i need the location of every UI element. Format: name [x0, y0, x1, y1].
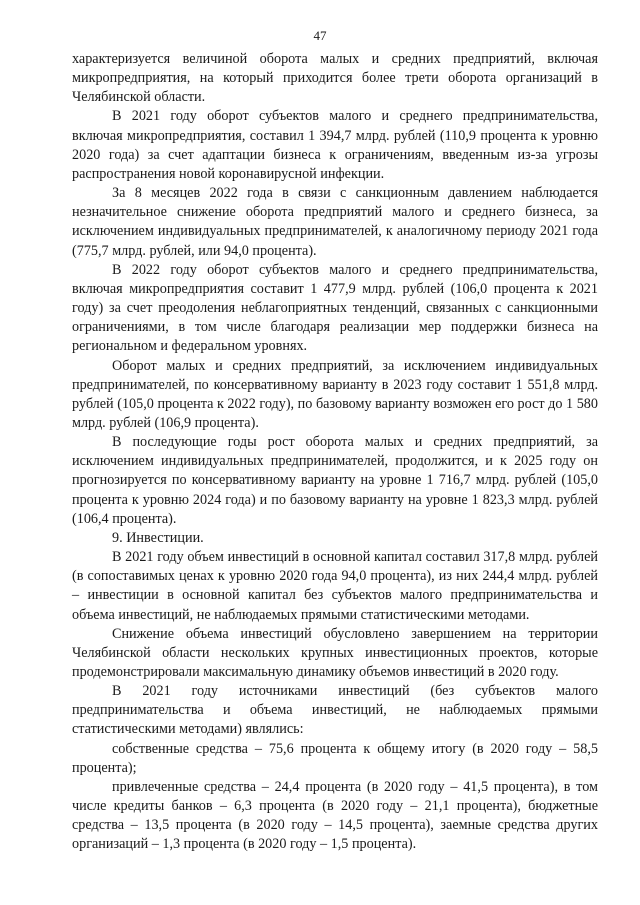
paragraph-attracted-funds: привлеченные средства – 24,4 процента (в 2020 году – 41,5 процента), в том числе кредиты банков – 6,3 процента (в 2020 году – 21,1 процента), бюджетные средства – 13,5 процента (в 2020 году – 14,5 процента), заемные средства других организаций – 1,3 процента (в 2020 году – 1,5 процента).: [72, 778, 598, 853]
section-heading-investments: 9. Инвестиции.: [112, 529, 204, 546]
paragraph-turnover-8-months-2022: За 8 месяцев 2022 года в связи с санкционным давлением наблюдается незначительное снижение оборота предприятий малого и среднего бизнеса, за исключением индивидуальных предпринимателей, к аналогичному периоду 2021 года (775,7 млрд. рублей, или 94,0 процента).: [72, 185, 598, 259]
document-body: [72, 50, 598, 855]
paragraph-investments-2021: В 2021 году объем инвестиций в основной капитал составил 317,8 млрд. рублей (в сопоставимых ценах к уровню 2020 года 94,0 процента), из них 244,4 млрд. рублей – инвестиции в основной капитал без субъектов малого предпринимательства и объема инвестиций, не наблюдаемых прямыми статистическими методами.: [72, 549, 598, 623]
paragraph-turnover-2023-forecast: Оборот малых и средних предприятий, за исключением индивидуальных предпринимателей, по консервативному варианту в 2023 году составит 1 551,8 млрд. рублей (105,0 процента к 2022 году), по базовому варианту возможен его рост до 1 580 млрд. рублей (106,9 процента).: [72, 357, 598, 431]
paragraph-turnover-2022: В 2022 году оборот субъектов малого и среднего предпринимательства, включая микропредприятия составит 1 477,9 млрд. рублей (106,0 процента к 2021 году) за счет преодоления неблагоприятных тенденций, связанных с санкционными ограничениями, в том числе благодаря реализации мер поддержки бизнеса на региональном и федеральном уровнях.: [72, 261, 598, 355]
paragraph-investment-sources: В 2021 году источниками инвестиций (без субъектов малого предпринимательства и объема инвестиций, не наблюдаемых прямыми статистическими методами) являлись:: [72, 683, 598, 738]
paragraph-investments-decline: Снижение объема инвестиций обусловлено завершением на территории Челябинской области нескольких крупных инвестиционных проектов, которые продемонстрировали максимальную динамику объемов инвестиций в 2020 году.: [72, 625, 598, 680]
page-number: 47: [313, 28, 327, 43]
paragraph-turnover-2021: В 2021 году оборот субъектов малого и среднего предпринимательства, включая микропредприятия, составил 1 394,7 млрд. рублей (110,9 процента к уровню 2020 года) за счет адаптации бизнеса к ограничениям, введенным из-за угрозы распространения новой коронавирусной инфекции.: [72, 108, 598, 182]
paragraph-turnover-intro: характеризуется величиной оборота малых и средних предприятий, включая микропредприятия, на который приходится более трети оборота организаций в Челябинской области.: [72, 51, 598, 106]
paragraph-own-funds: собственные средства – 75,6 процента к общему итогу (в 2020 году – 58,5 процента);: [72, 740, 598, 776]
paragraph-turnover-2025-forecast: В последующие годы рост оборота малых и средних предприятий, за исключением индивидуальных предпринимателей, продолжится, и к 2025 году он прогнозируется по консервативному варианту на уровне 1 716,7 млрд. рублей (105,0 процента к уровню 2024 года) и по базовому варианту на уровне 1 823,3 млрд. рублей (106,4 процента).: [72, 434, 598, 527]
